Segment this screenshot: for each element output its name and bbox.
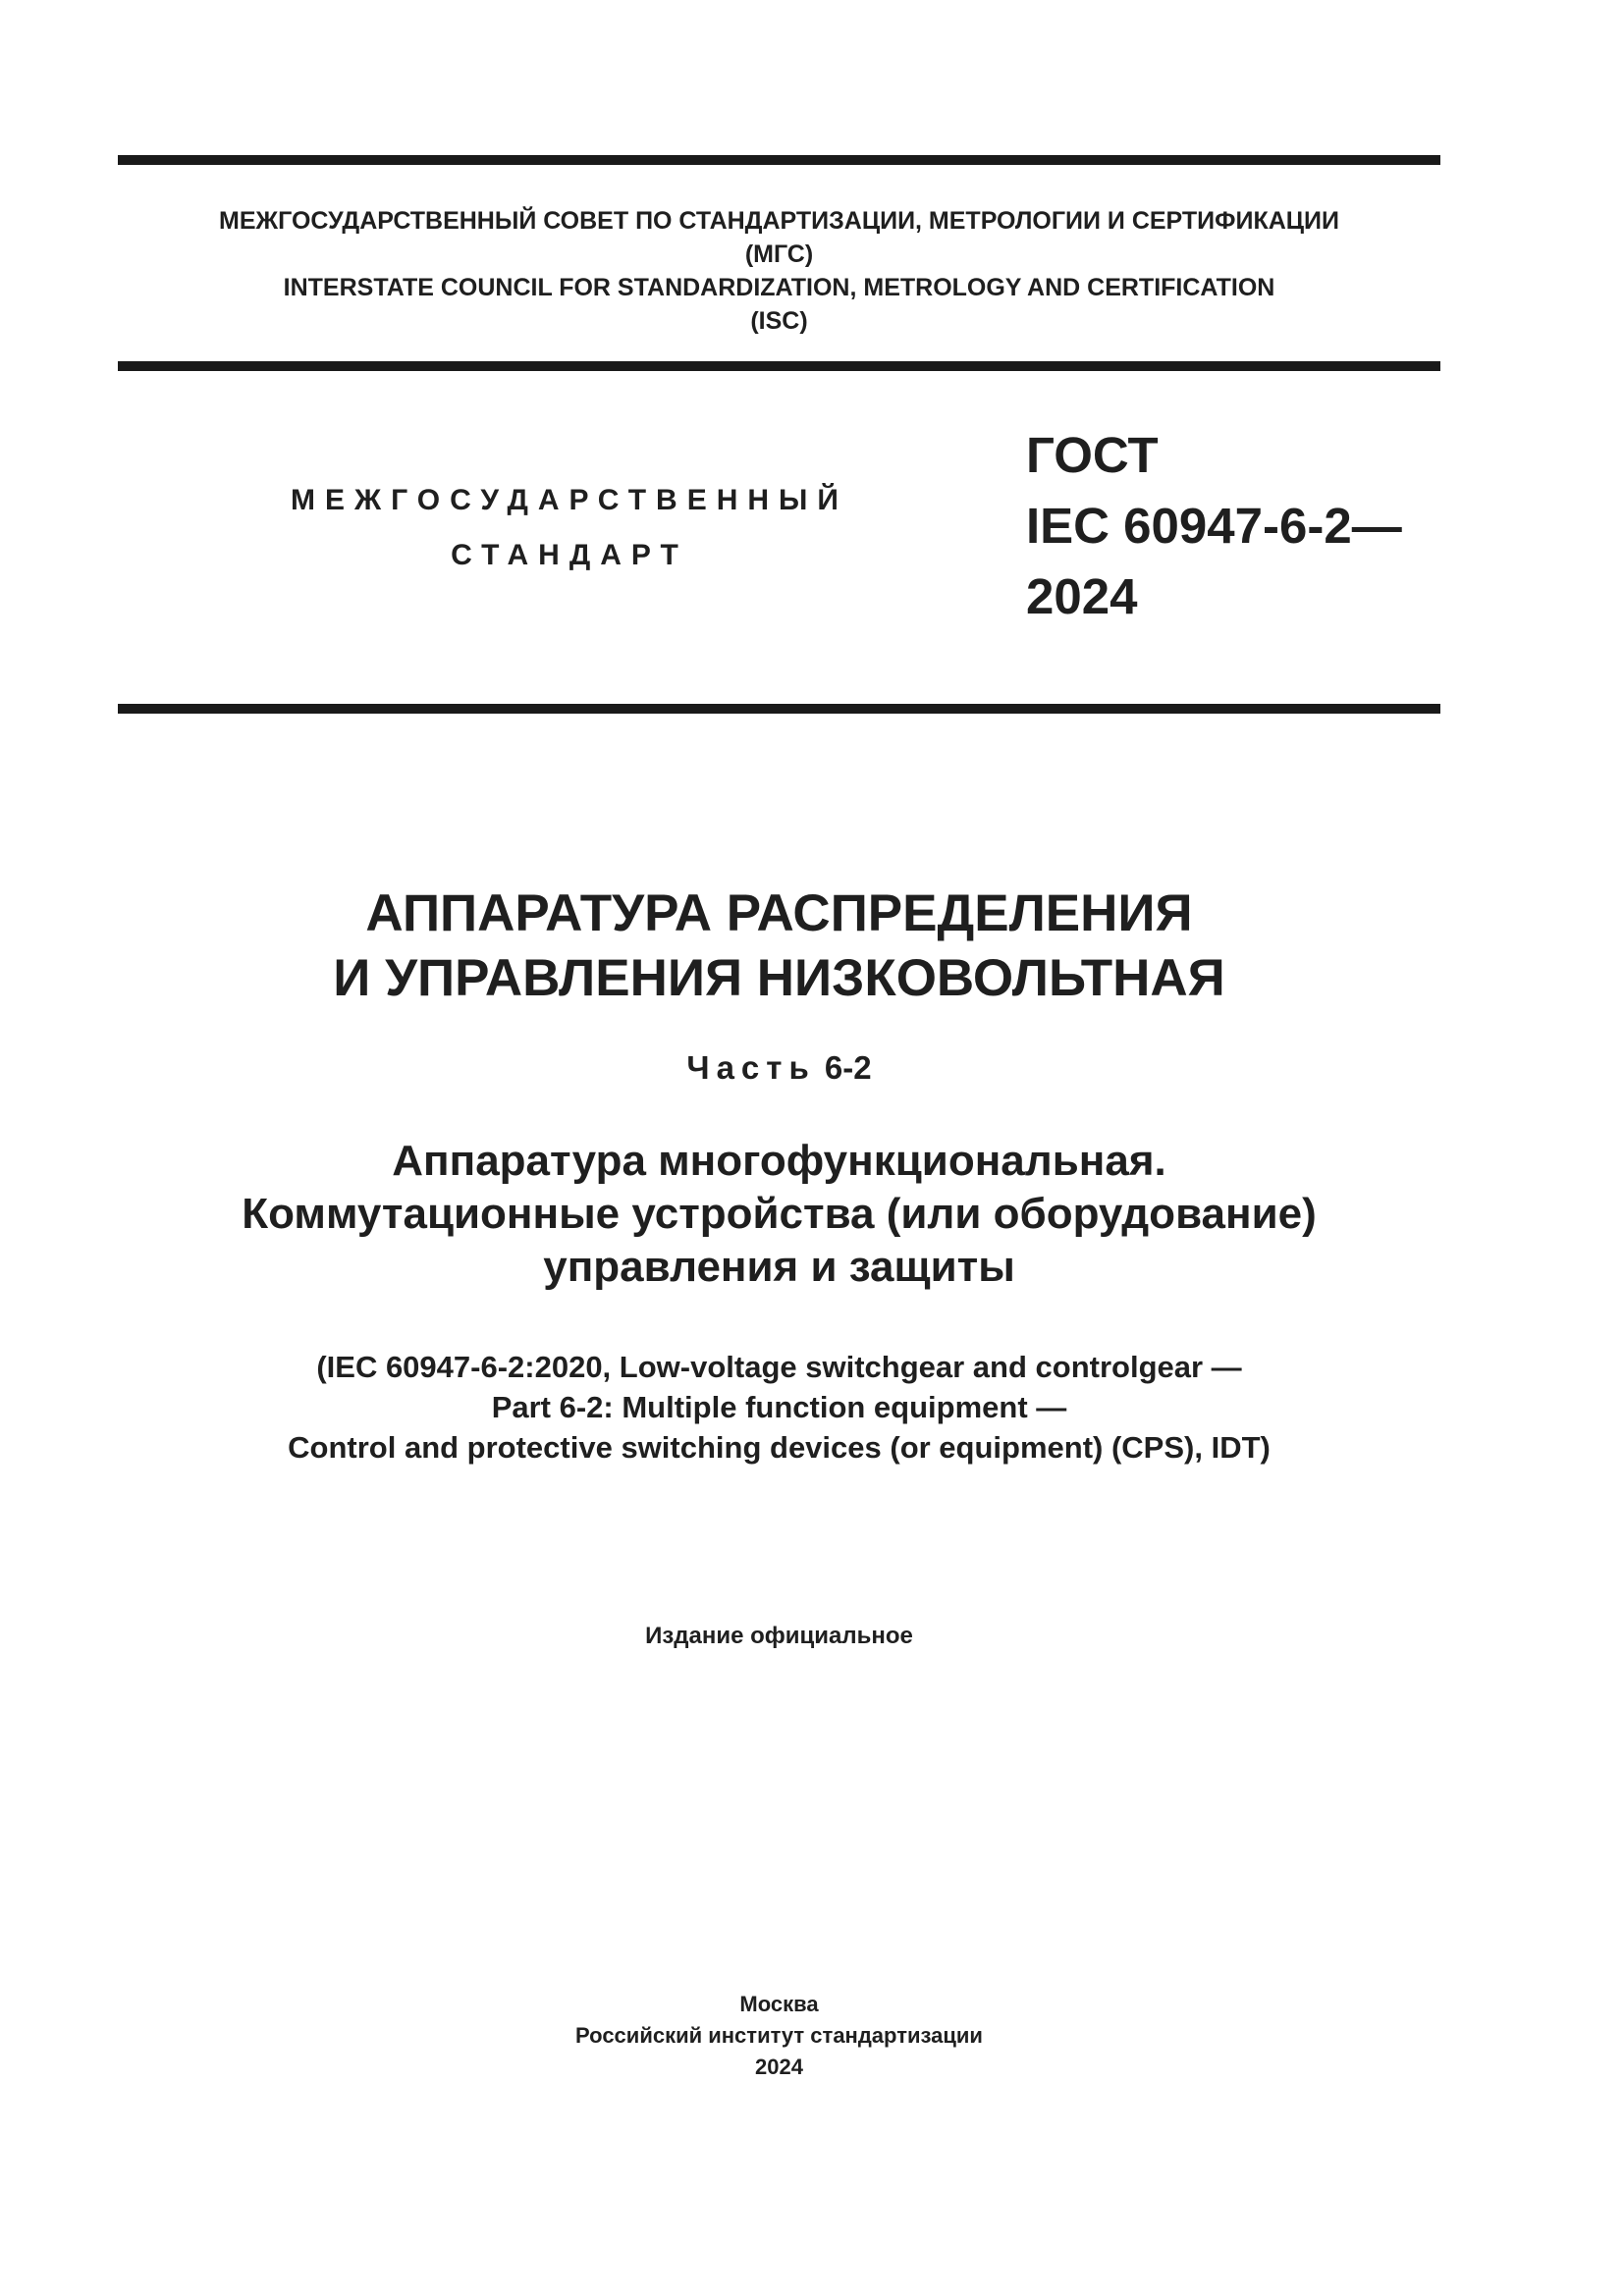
header-divider bbox=[118, 361, 1440, 371]
imprint-publisher: Российский институт стандартизации bbox=[575, 2023, 983, 2048]
subtitle-line1: Аппаратура многофункциональная. bbox=[392, 1137, 1166, 1185]
part-number: 6-2 bbox=[824, 1049, 872, 1086]
part-word: Часть bbox=[686, 1049, 816, 1086]
subtitle-line2: Коммутационные устройства (или оборудование) bbox=[242, 1190, 1317, 1238]
iec-reference-line2: Part 6-2: Multiple function equipment — bbox=[491, 1390, 1067, 1424]
designation-number: IEC 60947-6-2— bbox=[1026, 498, 1402, 554]
iec-reference-line1: (IEC 60947-6-2:2020, Low-voltage switchgear and controlgear — bbox=[316, 1350, 1242, 1384]
standard-designation bbox=[1026, 420, 1402, 632]
title-line2: И УПРАВЛЕНИЯ НИЗКОВОЛЬТНАЯ bbox=[333, 949, 1225, 1007]
designation-gost: ГОСТ bbox=[1026, 427, 1159, 483]
standard-kind-line2: СТАНДАРТ bbox=[451, 539, 688, 571]
document-subtitle bbox=[118, 1135, 1440, 1294]
council-name-en: INTERSTATE COUNCIL FOR STANDARDIZATION, METROLOGY AND CERTIFICATION bbox=[283, 274, 1275, 301]
council-abbr-en: (ISC) bbox=[750, 307, 808, 335]
iec-reference-line3: Control and protective switching devices (or equipment) (CPS), IDT) bbox=[288, 1430, 1271, 1465]
subtitle-line3: управления и защиты bbox=[543, 1243, 1015, 1291]
standard-kind bbox=[226, 473, 913, 583]
imprint bbox=[118, 1989, 1440, 2083]
document-title bbox=[118, 881, 1440, 1011]
iec-reference bbox=[118, 1347, 1440, 1468]
council-abbr-ru: (МГС) bbox=[744, 240, 814, 268]
imprint-year: 2024 bbox=[755, 2055, 803, 2079]
council-name-ru: МЕЖГОСУДАРСТВЕННЫЙ СОВЕТ ПО СТАНДАРТИЗАЦИИ, МЕТРОЛОГИИ И СЕРТИФИКАЦИИ bbox=[219, 207, 1339, 235]
designation-divider bbox=[118, 704, 1440, 714]
council-header bbox=[118, 204, 1440, 338]
standard-kind-line1: МЕЖГОСУДАРСТВЕННЫЙ bbox=[291, 484, 848, 516]
imprint-city: Москва bbox=[739, 1992, 819, 2016]
top-divider bbox=[118, 155, 1440, 165]
title-line1: АППАРАТУРА РАСПРЕДЕЛЕНИЯ bbox=[365, 884, 1193, 942]
designation-year: 2024 bbox=[1026, 568, 1138, 624]
edition-note: Издание официальное bbox=[645, 1623, 913, 1649]
part-heading bbox=[118, 1046, 1440, 1090]
